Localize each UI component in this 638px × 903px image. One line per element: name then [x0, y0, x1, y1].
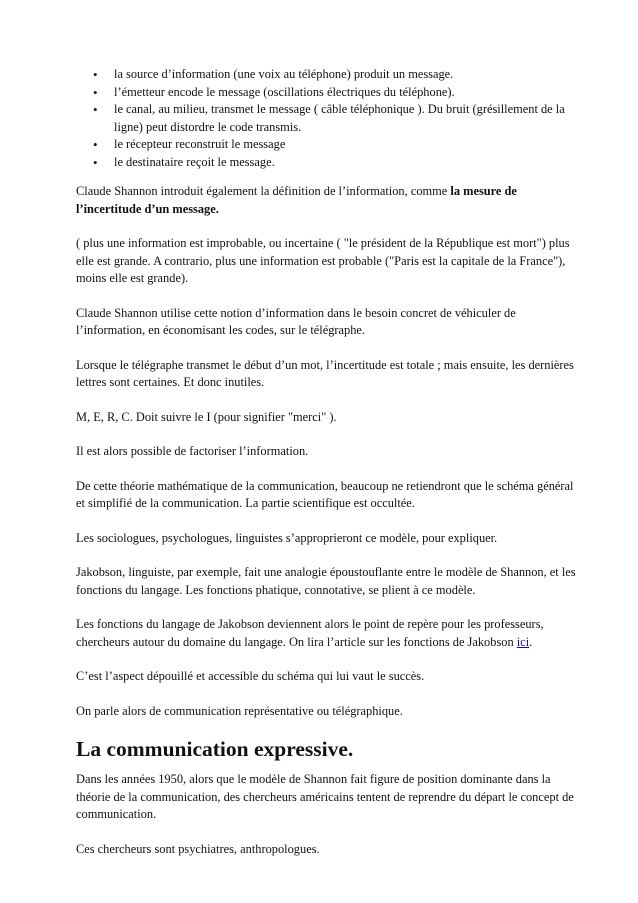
- paragraph: Dans les années 1950, alors que le modèle de Shannon fait figure de position dominante dans la théorie de la communication, des chercheurs américains tentent de reprendre du départ le concept de communication.: [76, 772, 574, 821]
- paragraph-text: .: [529, 634, 533, 649]
- paragraph: C’est l’aspect dépouillé et accessible du schéma qui lui vaut le succès.: [76, 669, 425, 683]
- paragraph: Lorsque le télégraphe transmet le début d’un mot, l’incertitude est totale ; mais ensuite, les dernières lettres sont certaines. Et donc inutiles.: [76, 357, 574, 389]
- paragraph: Ces chercheurs sont psychiatres, anthropologues.: [76, 841, 320, 856]
- paragraph-information-definition: [76, 183, 576, 218]
- section-heading: La communication expressive.: [76, 737, 354, 761]
- list-item: • le récepteur reconstruit le message: [114, 136, 576, 154]
- paragraph-text: Les fonctions du langage de Jakobson deviennent alors le point de repère pour les professeurs, chercheurs autour du domaine du langage. On lira l’article sur les fonctions de Jakobson: [76, 617, 544, 649]
- paragraph: Les sociologues, psychologues, linguistes s’approprieront ce modèle, pour expliquer.: [76, 530, 498, 545]
- paragraph-jakobson-link: [76, 616, 576, 651]
- paragraph: Il est alors possible de factoriser l’information.: [76, 444, 309, 458]
- bold-phrase: la mesure de l’incertitude d’un message.: [76, 184, 517, 216]
- paragraph: Claude Shannon utilise cette notion d’information dans le besoin concret de véhiculer de l’information, en économisant les codes, sur le télégraphe.: [76, 305, 516, 337]
- paragraph: ( plus une information est improbable, ou incertaine ( "le président de la République est mort") plus elle est grande. A contrario, plus une information est probable ("Paris est la capitale de la France"), moins elle est grande).: [76, 236, 570, 285]
- paragraph-text: Claude Shannon introduit également la définition de l’information, comme: [76, 184, 451, 198]
- document-page: [76, 66, 576, 875]
- paragraph: Jakobson, linguiste, par exemple, fait une analogie époustouflante entre le modèle de Shannon, et les fonctions du langage. Les fonctions phatique, connotative, se plient à ce modèle.: [76, 565, 576, 597]
- jakobson-article-link[interactable]: ici: [516, 634, 530, 649]
- list-item: • la source d’information (une voix au téléphone) produit un message.: [114, 66, 576, 84]
- list-item: • le destinataire reçoit le message.: [114, 154, 576, 172]
- paragraph: On parle alors de communication représentative ou télégraphique.: [76, 703, 403, 718]
- list-item: • l’émetteur encode le message (oscillations électriques du téléphone).: [114, 84, 576, 102]
- list-item: • le canal, au milieu, transmet le message ( câble téléphonique ). Du bruit (grésillement de la ligne) peut distordre le code transmis.: [114, 101, 576, 136]
- bullet-list: [76, 66, 576, 171]
- paragraph: De cette théorie mathématique de la communication, beaucoup ne retiendront que le schéma général et simplifié de la communication. La partie scientifique est occultée.: [76, 478, 574, 510]
- paragraph: M, E, R, C. Doit suivre le I (pour signifier "merci" ).: [76, 409, 337, 424]
